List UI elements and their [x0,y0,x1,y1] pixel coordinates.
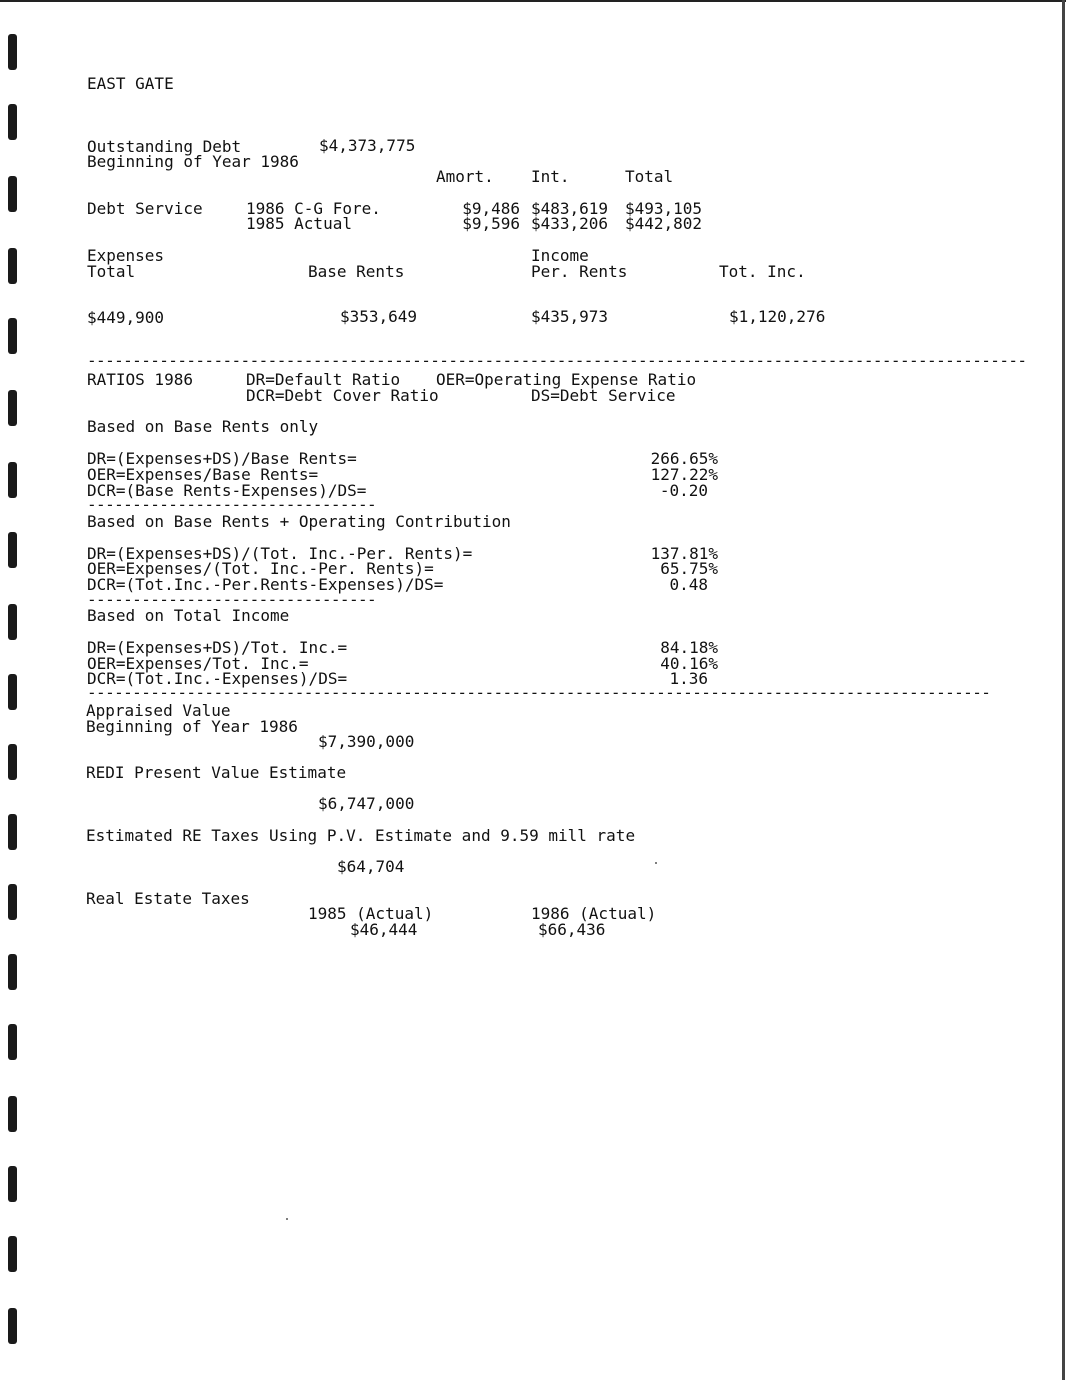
base-rents-value: $353,649 [340,307,418,326]
debt-service-label: Debt Service [87,199,203,218]
binder-hole [8,390,17,426]
real-estate-taxes-label: Real Estate Taxes [86,889,250,908]
ratio-definition: DR=Default Ratio [246,370,401,389]
ratio-formula: DR=(Expenses+DS)/Base Rents= [87,449,357,468]
expenses-total-header: Total [87,262,136,281]
binder-hole [8,814,17,850]
ratio-value: 137.81% [650,544,718,563]
debt-service-total: $442,802 [625,214,703,233]
per-rents-value: $435,973 [531,307,609,326]
re-taxes-1985-label: 1985 (Actual) [308,904,434,923]
ratio-value: 266.65% [650,449,718,468]
binder-hole [8,104,17,140]
page-top-edge [0,0,1066,2]
ratio-formula: DR=(Expenses+DS)/Tot. Inc.= [87,638,348,657]
outstanding-debt-label: Outstanding Debt [87,137,242,156]
ratio-value: 1.36 [669,669,708,688]
divider: -------------------------------------------------------------------------------------------------------- [87,351,1027,370]
divider: -------------------------------- [87,590,377,609]
binder-hole [8,744,17,780]
page-right-edge [1062,0,1065,1380]
page-title: EAST GATE [87,74,174,93]
tot-inc-header: Tot. Inc. [719,262,806,281]
ratio-formula: DCR=(Base Rents-Expenses)/DS= [87,481,367,500]
expenses-value: $449,900 [87,308,165,327]
binder-hole [8,1166,17,1202]
ratio-value: 65.75% [660,559,718,578]
debt-service-amort: $9,596 [462,214,520,233]
re-taxes-1986-label: 1986 (Actual) [531,904,657,923]
estimated-taxes-value: $64,704 [337,857,405,876]
debt-service-row-label: 1986 C-G Fore. [246,199,381,218]
debt-service-total: $493,105 [625,199,703,218]
scan-speck [655,862,657,864]
redi-label: REDI Present Value Estimate [86,763,347,782]
amort-header: Amort. [436,167,494,186]
redi-value: $6,747,000 [318,794,415,813]
ratio-formula: OER=Expenses/Base Rents= [87,465,319,484]
estimated-taxes-label: Estimated RE Taxes Using P.V. Estimate and 9.59 mill rate [86,826,636,845]
binder-hole [8,604,17,640]
ratio-formula: DR=(Expenses+DS)/(Tot. Inc.-Per. Rents)= [87,544,473,563]
binder-hole [8,532,17,568]
expenses-header: Expenses [87,246,165,265]
ratio-value: 84.18% [660,638,718,657]
int-header: Int. [531,167,570,186]
scan-speck [286,1218,288,1220]
outstanding-debt-value: $4,373,775 [319,136,416,155]
appraised-value: $7,390,000 [318,732,415,751]
debt-service-row-label: 1985 Actual [246,214,352,233]
section-title: Based on Base Rents + Operating Contribution [87,512,511,531]
debt-service-amort: $9,486 [462,199,520,218]
divider: ---------------------------------------------------------------------------------------------------- [87,683,991,702]
outstanding-debt-label-2: Beginning of Year 1986 [87,152,299,171]
appraised-value-label-2: Beginning of Year 1986 [86,717,298,736]
section-title: Based on Total Income [87,606,290,625]
ratio-definition: DS=Debt Service [531,386,676,405]
binder-hole [8,954,17,990]
binder-hole [8,318,17,354]
tot-inc-value: $1,120,276 [729,307,826,326]
binder-hole [8,674,17,710]
debt-service-int: $483,619 [531,199,609,218]
ratios-heading: RATIOS 1986 [87,370,193,389]
ratio-definition: OER=Operating Expense Ratio [436,370,697,389]
binder-hole [8,176,17,212]
ratio-formula: OER=Expenses/(Tot. Inc.-Per. Rents)= [87,559,434,578]
ratio-definition: DCR=Debt Cover Ratio [246,386,439,405]
binder-hole [8,1096,17,1132]
ratio-formula: DCR=(Tot.Inc.-Per.Rents-Expenses)/DS= [87,575,444,594]
re-taxes-1986-value: $66,436 [538,920,606,939]
binder-hole [8,1024,17,1060]
ratio-value: 40.16% [660,654,718,673]
ratio-value: 0.48 [669,575,708,594]
ratio-value: -0.20 [659,481,708,500]
per-rents-header: Per. Rents [531,262,628,281]
binder-hole [8,884,17,920]
appraised-value-label: Appraised Value [86,701,231,720]
binder-hole [8,34,17,70]
debt-service-int: $433,206 [531,214,609,233]
binder-hole [8,462,17,498]
ratio-formula: OER=Expenses/Tot. Inc.= [87,654,309,673]
total-header: Total [625,167,674,186]
base-rents-header: Base Rents [308,262,405,281]
binder-hole [8,1308,17,1344]
ratio-formula: DCR=(Tot.Inc.-Expenses)/DS= [87,669,348,688]
divider: -------------------------------- [87,495,377,514]
re-taxes-1985-value: $46,444 [350,920,418,939]
binder-hole [8,1236,17,1272]
binder-hole [8,248,17,284]
section-title: Based on Base Rents only [87,417,319,436]
ratio-value: 127.22% [650,465,718,484]
income-header: Income [531,246,589,265]
